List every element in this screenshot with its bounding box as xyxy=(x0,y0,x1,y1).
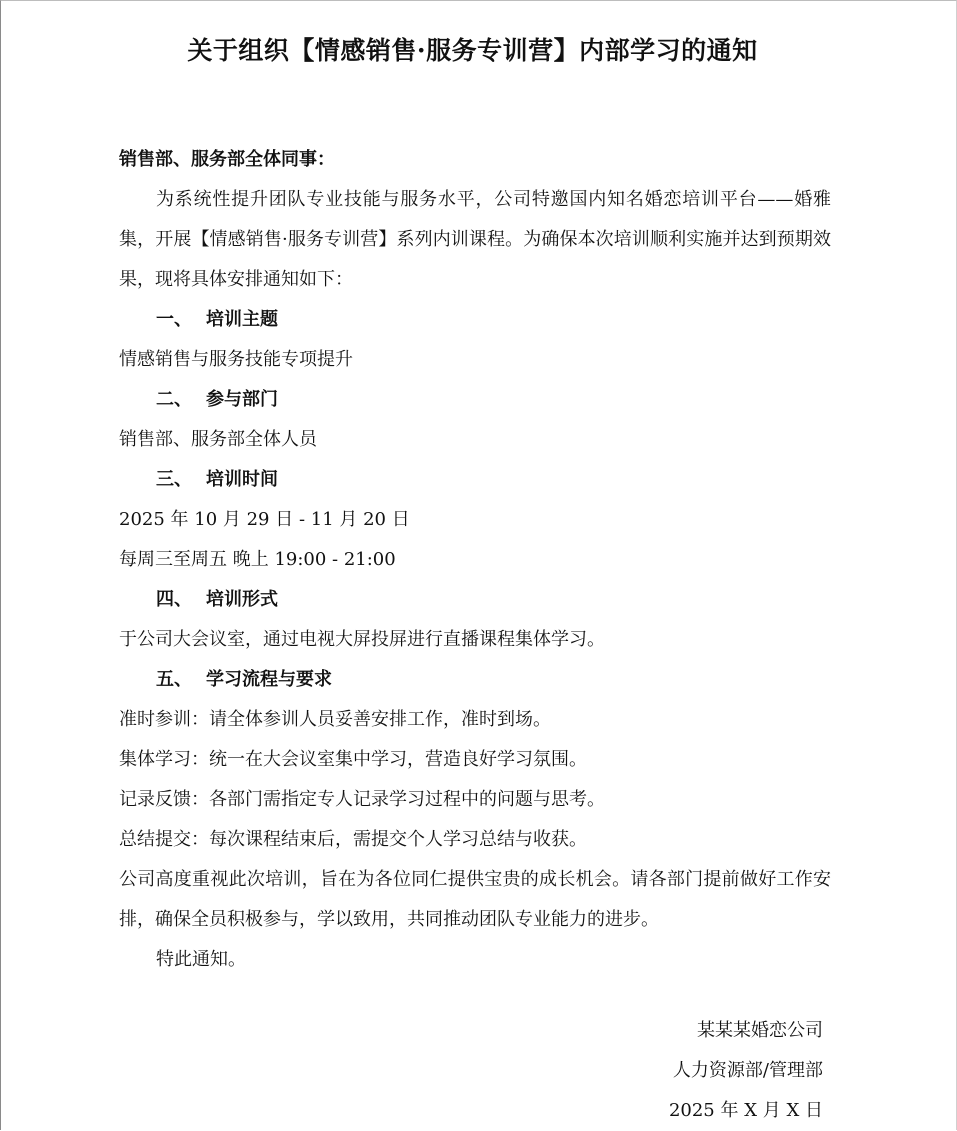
document-title: 关于组织【情感销售·服务专训营】内部学习的通知 xyxy=(187,36,758,65)
section-line: 销售部、服务部全体人员 xyxy=(119,429,317,450)
section-title: 学习流程与要求 xyxy=(206,669,332,690)
intro-paragraph: 为系统性提升团队专业技能与服务水平，公司特邀国内知名婚恋培训平台——婚雅集，开展【情感销售·服务专训营】系列内训课程。为确保本次培训顺利实施并达到预期效果，现将具体安排通知如下： xyxy=(119,189,831,290)
section-heading-departments xyxy=(119,380,831,420)
section-number: 五、 xyxy=(156,669,192,690)
document-body xyxy=(119,140,831,980)
section-title: 培训时间 xyxy=(206,469,278,490)
section-heading-topic xyxy=(119,300,831,340)
section-title: 参与部门 xyxy=(206,389,278,410)
closing-paragraph: 公司高度重视此次培训，旨在为各位同仁提供宝贵的成长机会。请各部门提前做好工作安排，确保全员积极参与，学以致用，共同推动团队专业能力的进步。 xyxy=(119,869,831,930)
section-line: 于公司大会议室，通过电视大屏投屏进行直播课程集体学习。 xyxy=(119,629,605,650)
salutation: 销售部、服务部全体同事： xyxy=(119,149,335,170)
signature-block xyxy=(669,1011,823,1131)
signature-department: 人力资源部/管理部 xyxy=(672,1060,823,1081)
signature-date: 2025 年 X 月 X 日 xyxy=(668,1100,823,1121)
section-number: 二、 xyxy=(156,389,192,410)
section-line: 总结提交：每次课程结束后，需提交个人学习总结与收获。 xyxy=(119,829,587,850)
section-line: 情感销售与服务技能专项提升 xyxy=(119,349,353,370)
section-heading-process xyxy=(119,660,831,700)
section-heading-time xyxy=(119,460,831,500)
section-title: 培训形式 xyxy=(206,589,278,610)
section-line: 2025 年 10 月 29 日 - 11 月 20 日 xyxy=(119,509,410,530)
section-title: 培训主题 xyxy=(206,309,278,330)
section-number: 一、 xyxy=(156,309,192,330)
closing-remark: 特此通知。 xyxy=(156,949,246,970)
section-line: 准时参训：请全体参训人员妥善安排工作，准时到场。 xyxy=(119,709,551,730)
section-line: 集体学习：统一在大会议室集中学习，营造良好学习氛围。 xyxy=(119,749,587,770)
signature-company: 某某某婚恋公司 xyxy=(697,1020,823,1041)
section-line: 每周三至周五 晚上 19:00 - 21:00 xyxy=(119,549,396,570)
section-number: 四、 xyxy=(156,589,192,610)
section-number: 三、 xyxy=(156,469,192,490)
section-line: 记录反馈：各部门需指定专人记录学习过程中的问题与思考。 xyxy=(119,789,605,810)
section-heading-format xyxy=(119,580,831,620)
